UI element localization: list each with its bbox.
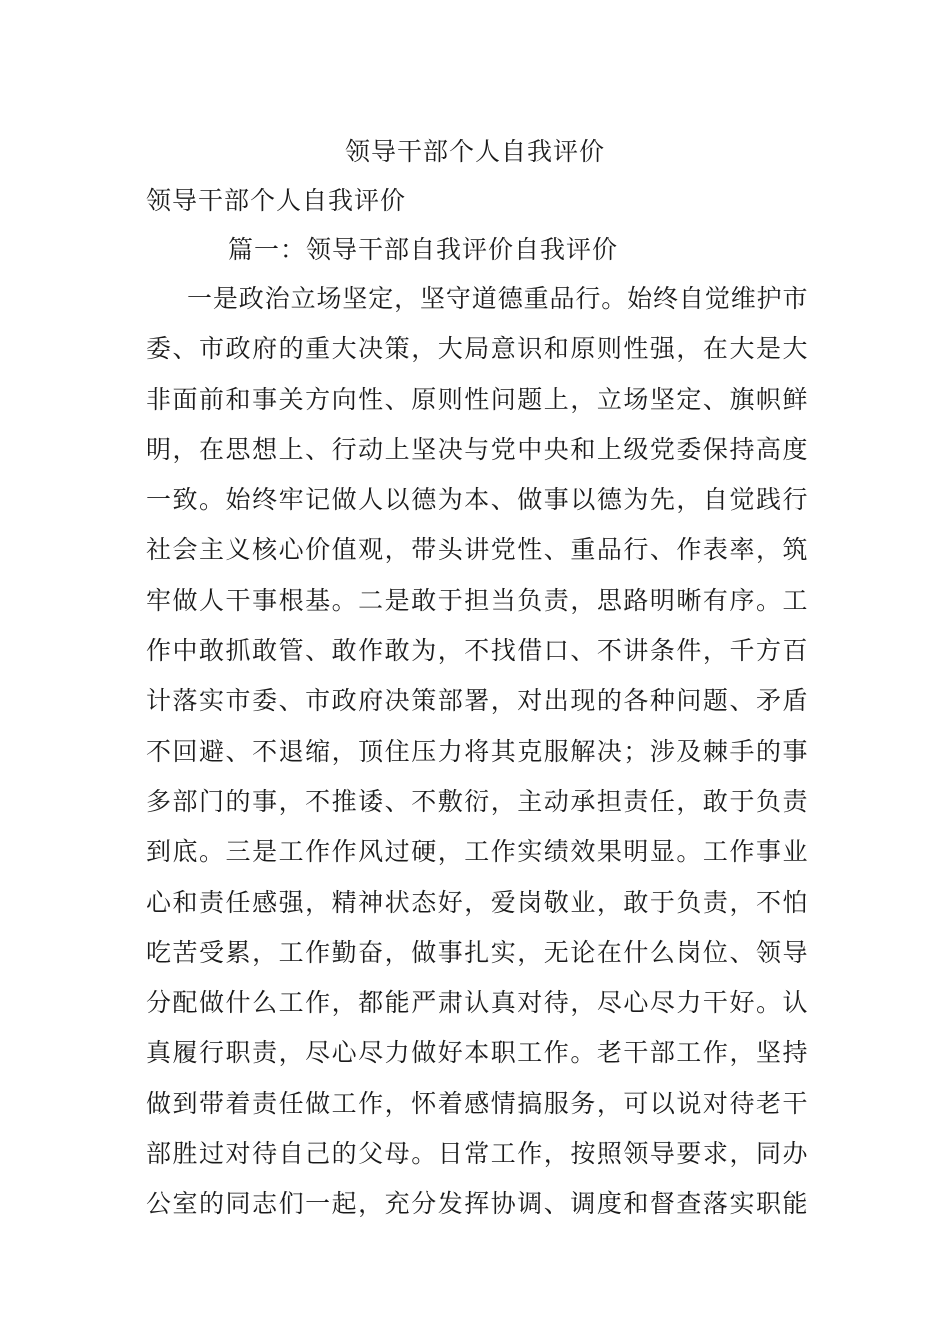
body-line: 明，在思想上、行动上坚决与党中央和上级党委保持高度 [146,434,808,464]
body-line: 心和责任感强，精神状态好，爱岗敬业，敢于负责，不怕 [146,887,808,917]
body-line: 部胜过对待自己的父母。日常工作，按照领导要求，同办 [146,1139,808,1169]
document-subtitle: 领导干部个人自我评价 [146,186,407,215]
body-line: 多部门的事，不推诿、不敷衍，主动承担责任，敢于负责 [146,786,808,816]
body-line: 不回避、不退缩，顶住压力将其克服解决；涉及棘手的事 [146,736,808,766]
body-line: 非面前和事关方向性、原则性问题上，立场坚定、旗帜鲜 [146,384,808,414]
body-line: 真履行职责，尽心尽力做好本职工作。老干部工作，坚持 [146,1038,808,1068]
body-line: 吃苦受累，工作勤奋，做事扎实，无论在什么岗位、领导 [146,937,808,967]
body-line: 分配做什么工作，都能严肃认真对待，尽心尽力干好。认 [146,988,808,1018]
body-line: 作中敢抓敢管、敢作敢为，不找借口、不讲条件，千方百 [146,636,808,666]
body-line: 计落实市委、市政府决策部署，对出现的各种问题、矛盾 [146,686,808,716]
body-line: 委、市政府的重大决策，大局意识和原则性强，在大是大 [146,334,808,364]
document-title: 领导干部个人自我评价 [344,137,605,166]
body-line: 到底。三是工作作风过硬，工作实绩效果明显。工作事业 [146,837,808,867]
body-line: 做到带着责任做工作，怀着感情搞服务，可以说对待老干 [146,1088,808,1118]
body-line: 一致。始终牢记做人以德为本、做事以德为先，自觉践行 [146,485,808,515]
body-line: 公室的同志们一起，充分发挥协调、调度和督查落实职能 [146,1189,808,1219]
body-line: 牢做人干事根基。二是敢于担当负责，思路明晰有序。工 [146,585,808,615]
body-line: 一是政治立场坚定，坚守道德重品行。始终自觉维护市 [187,284,808,313]
section-heading: 篇一：领导干部自我评价自我评价 [228,235,619,264]
body-text [146,281,808,1237]
body-line: 社会主义核心价值观，带头讲党性、重品行、作表率，筑 [146,535,808,565]
